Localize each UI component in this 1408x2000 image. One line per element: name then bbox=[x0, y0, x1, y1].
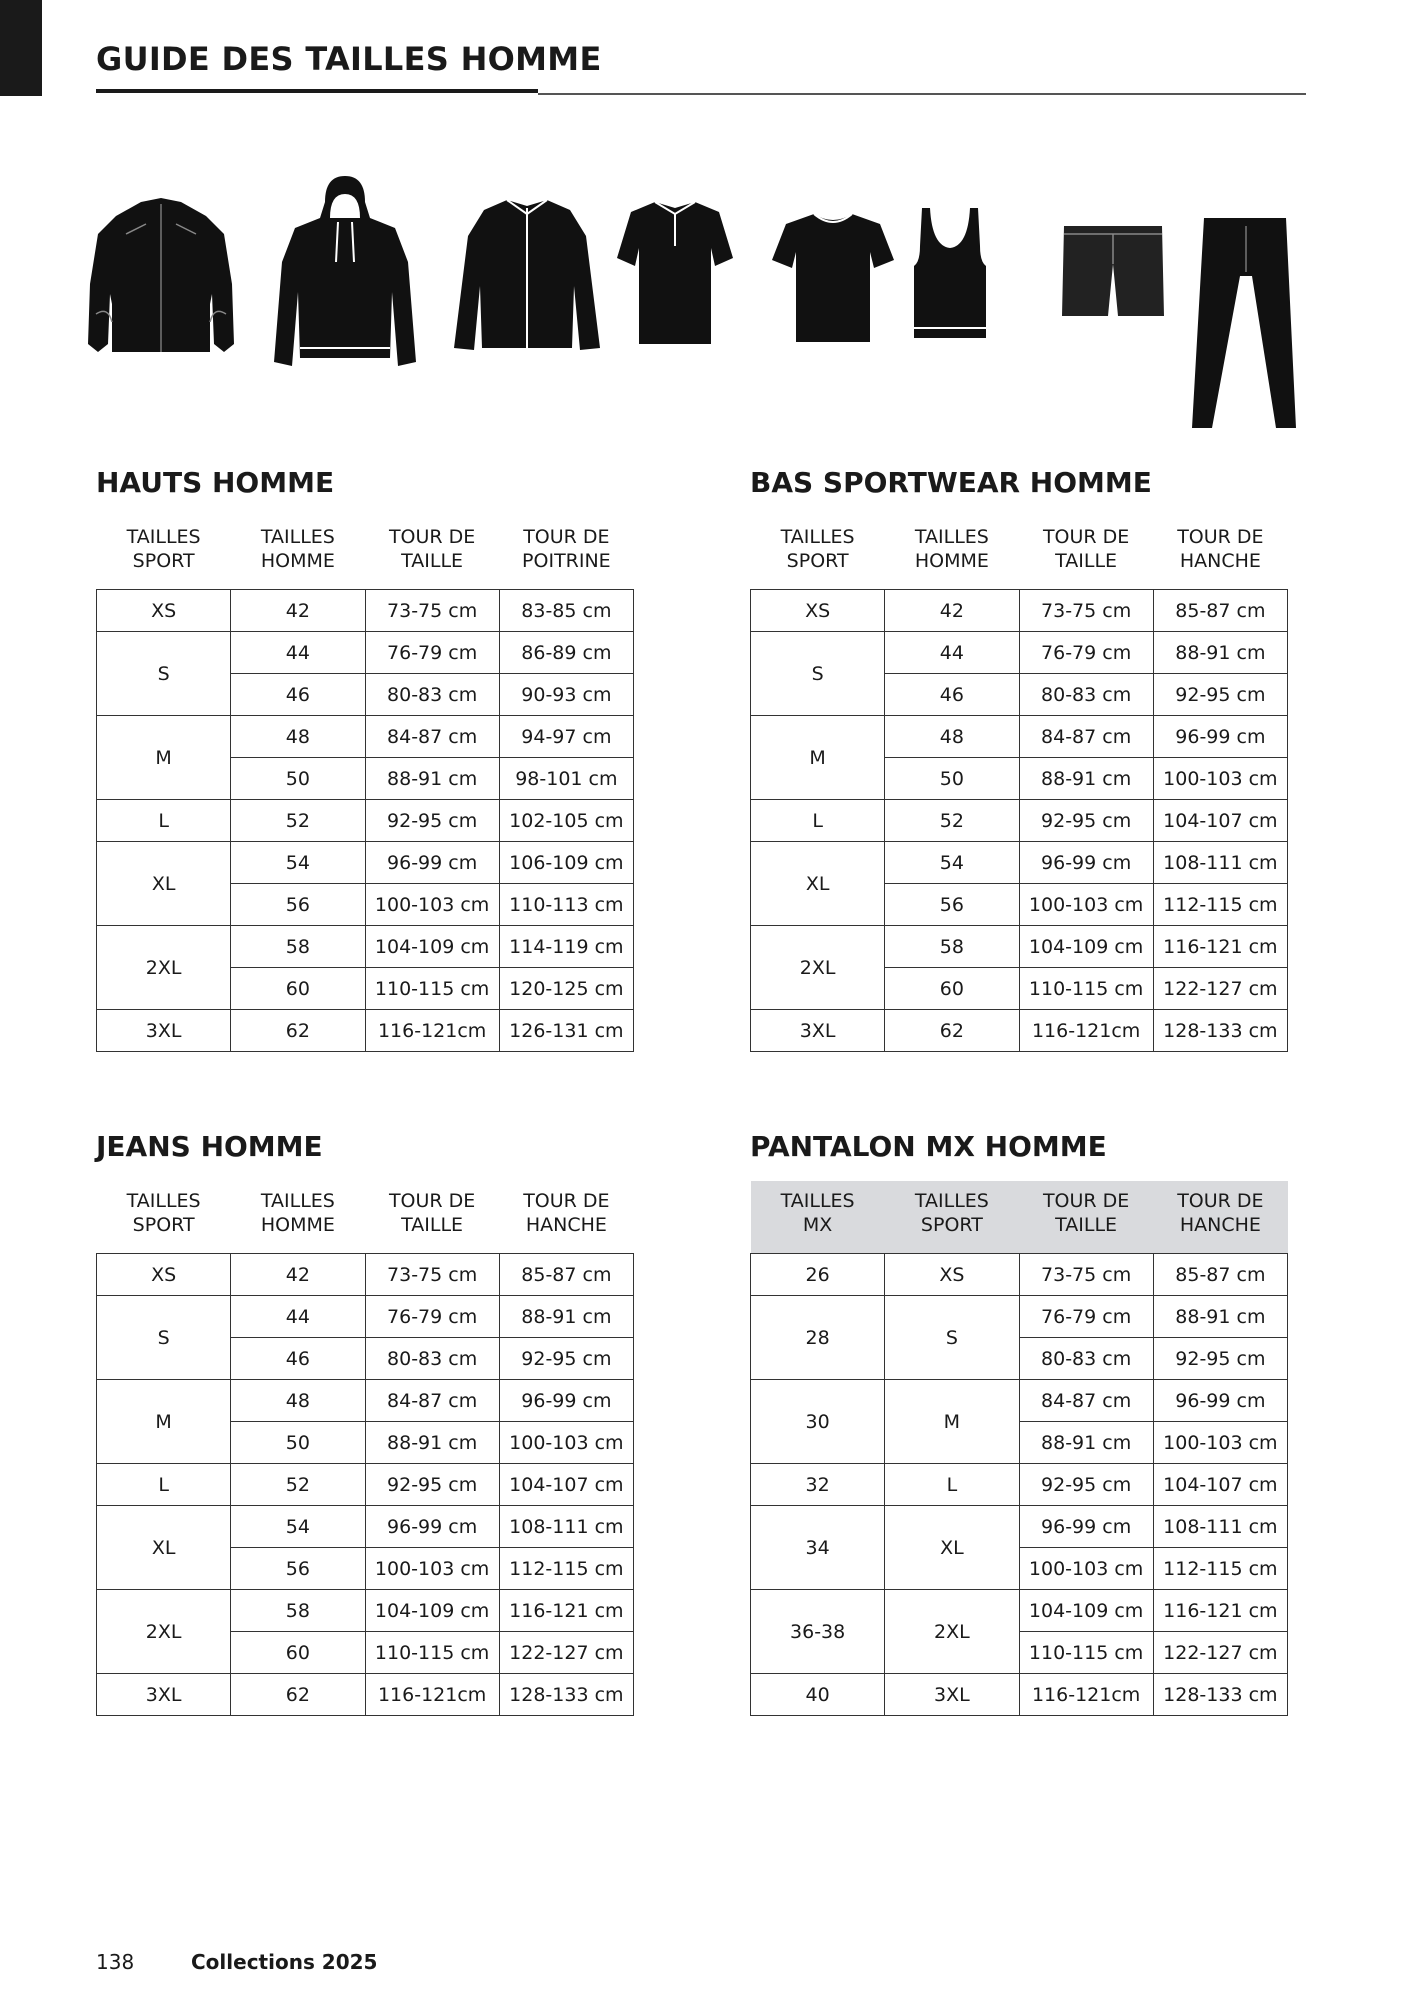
table-row bbox=[97, 842, 634, 884]
title-underline bbox=[96, 89, 538, 93]
value-cell: 52 bbox=[231, 1464, 365, 1506]
value-cell: 116-121 cm bbox=[499, 1590, 633, 1632]
mx-size-cell: 36-38 bbox=[751, 1590, 885, 1674]
column-header-line: SPORT bbox=[920, 1214, 983, 1236]
value-cell: 80-83 cm bbox=[1019, 1338, 1153, 1380]
table-row bbox=[751, 842, 1288, 884]
table-row bbox=[751, 800, 1288, 842]
value-cell: 100-103 cm bbox=[1153, 758, 1287, 800]
value-cell: 50 bbox=[885, 758, 1019, 800]
table-row bbox=[97, 926, 634, 968]
value-cell: 73-75 cm bbox=[1019, 590, 1153, 632]
value-cell: 54 bbox=[231, 1506, 365, 1548]
section-title: PANTALON MX HOMME bbox=[750, 1130, 1107, 1163]
value-cell: 102-105 cm bbox=[499, 800, 633, 842]
value-cell: 98-101 cm bbox=[499, 758, 633, 800]
value-cell: 104-107 cm bbox=[1153, 800, 1287, 842]
value-cell: 85-87 cm bbox=[1153, 590, 1287, 632]
value-cell: 90-93 cm bbox=[499, 674, 633, 716]
header-row bbox=[751, 1181, 1288, 1254]
value-cell: 128-133 cm bbox=[499, 1674, 633, 1716]
garment-illustrations bbox=[80, 170, 1330, 440]
column-header-line: SPORT bbox=[132, 1214, 195, 1236]
table-row bbox=[97, 1464, 634, 1506]
value-cell: 48 bbox=[231, 1380, 365, 1422]
value-cell: 112-115 cm bbox=[499, 1548, 633, 1590]
value-cell: 62 bbox=[885, 1010, 1019, 1052]
value-cell: 104-107 cm bbox=[1153, 1464, 1287, 1506]
value-cell: 80-83 cm bbox=[365, 674, 499, 716]
sport-size-cell: 3XL bbox=[97, 1674, 231, 1716]
value-cell: 96-99 cm bbox=[499, 1380, 633, 1422]
column-header-line: TAILLES bbox=[914, 1190, 989, 1212]
value-cell: 73-75 cm bbox=[365, 590, 499, 632]
size-table-jeans bbox=[96, 1181, 634, 1716]
column-header-line: HOMME bbox=[914, 550, 989, 572]
value-cell: 104-109 cm bbox=[1019, 1590, 1153, 1632]
table-row bbox=[751, 1010, 1288, 1052]
value-cell: 96-99 cm bbox=[1153, 716, 1287, 758]
polo-icon bbox=[615, 198, 735, 348]
column-header-line: TAILLES bbox=[260, 1190, 335, 1212]
shirt-icon bbox=[452, 196, 602, 352]
mx-size-cell: 26 bbox=[751, 1254, 885, 1296]
value-cell: 122-127 cm bbox=[1153, 1632, 1287, 1674]
column-header-line: HANCHE bbox=[1179, 550, 1261, 572]
value-cell: 108-111 cm bbox=[1153, 842, 1287, 884]
sport-size-cell: S bbox=[97, 1296, 231, 1380]
value-cell: 86-89 cm bbox=[499, 632, 633, 674]
value-cell: 50 bbox=[231, 758, 365, 800]
table-row bbox=[751, 1506, 1288, 1548]
value-cell: 52 bbox=[231, 800, 365, 842]
value-cell: 88-91 cm bbox=[1153, 1296, 1287, 1338]
sport-size-cell: 2XL bbox=[97, 926, 231, 1010]
sport-size-cell: M bbox=[885, 1380, 1019, 1464]
column-header-line: TOUR DE bbox=[523, 526, 610, 548]
header-row bbox=[751, 517, 1288, 590]
table-row bbox=[97, 1296, 634, 1338]
column-header bbox=[499, 517, 633, 590]
column-header bbox=[885, 517, 1019, 590]
page-title: GUIDE DES TAILLES HOMME bbox=[96, 40, 602, 78]
trousers-icon bbox=[1190, 216, 1300, 432]
value-cell: 112-115 cm bbox=[1153, 884, 1287, 926]
value-cell: 116-121 cm bbox=[1153, 1590, 1287, 1632]
value-cell: 46 bbox=[231, 1338, 365, 1380]
value-cell: 120-125 cm bbox=[499, 968, 633, 1010]
hoodie-icon bbox=[270, 172, 420, 372]
column-header-line: TAILLES bbox=[780, 526, 855, 548]
section-title: JEANS HOMME bbox=[96, 1130, 323, 1163]
value-cell: 104-109 cm bbox=[1019, 926, 1153, 968]
value-cell: 100-103 cm bbox=[1019, 884, 1153, 926]
value-cell: 73-75 cm bbox=[365, 1254, 499, 1296]
table-row bbox=[751, 1674, 1288, 1716]
value-cell: 88-91 cm bbox=[365, 1422, 499, 1464]
value-cell: 122-127 cm bbox=[499, 1632, 633, 1674]
column-header bbox=[1153, 1181, 1287, 1254]
value-cell: 88-91 cm bbox=[1019, 758, 1153, 800]
value-cell: 58 bbox=[231, 926, 365, 968]
sport-size-cell: XS bbox=[97, 1254, 231, 1296]
value-cell: 110-113 cm bbox=[499, 884, 633, 926]
sport-size-cell: S bbox=[885, 1296, 1019, 1380]
column-header-line: HOMME bbox=[260, 550, 335, 572]
column-header-line: TOUR DE bbox=[1042, 526, 1130, 548]
value-cell: 76-79 cm bbox=[1019, 1296, 1153, 1338]
section-bas-sportwear-homme bbox=[750, 463, 1290, 1052]
sport-size-cell: M bbox=[97, 716, 231, 800]
value-cell: 96-99 cm bbox=[1019, 1506, 1153, 1548]
value-cell: 122-127 cm bbox=[1153, 968, 1287, 1010]
page-number: 138 bbox=[96, 1950, 135, 1974]
value-cell: 56 bbox=[885, 884, 1019, 926]
value-cell: 54 bbox=[231, 842, 365, 884]
value-cell: 58 bbox=[231, 1590, 365, 1632]
value-cell: 44 bbox=[231, 632, 365, 674]
column-header-line: MX bbox=[802, 1214, 833, 1236]
sport-size-cell: XL bbox=[751, 842, 885, 926]
value-cell: 110-115 cm bbox=[1019, 1632, 1153, 1674]
value-cell: 116-121cm bbox=[1019, 1010, 1153, 1052]
value-cell: 60 bbox=[231, 968, 365, 1010]
section-hauts-homme bbox=[96, 463, 636, 1052]
value-cell: 100-103 cm bbox=[1019, 1548, 1153, 1590]
column-header bbox=[365, 517, 499, 590]
value-cell: 52 bbox=[885, 800, 1019, 842]
title-rule bbox=[538, 93, 1306, 95]
sport-size-cell: L bbox=[97, 800, 231, 842]
sport-size-cell: 3XL bbox=[97, 1010, 231, 1052]
sport-size-cell: 3XL bbox=[751, 1010, 885, 1052]
sport-size-cell: 3XL bbox=[885, 1674, 1019, 1716]
sport-size-cell: XS bbox=[885, 1254, 1019, 1296]
sport-size-cell: S bbox=[97, 632, 231, 716]
value-cell: 88-91 cm bbox=[1019, 1422, 1153, 1464]
value-cell: 80-83 cm bbox=[1019, 674, 1153, 716]
value-cell: 76-79 cm bbox=[365, 632, 499, 674]
value-cell: 84-87 cm bbox=[365, 716, 499, 758]
column-header-line: TOUR DE bbox=[1177, 526, 1264, 548]
table-row bbox=[751, 1296, 1288, 1338]
column-header-line: TAILLE bbox=[1055, 1214, 1118, 1236]
value-cell: 46 bbox=[231, 674, 365, 716]
size-table-hauts bbox=[96, 517, 634, 1052]
value-cell: 92-95 cm bbox=[1153, 1338, 1287, 1380]
column-header-line: TAILLE bbox=[401, 550, 464, 572]
tank-top-icon bbox=[910, 206, 990, 342]
value-cell: 48 bbox=[231, 716, 365, 758]
value-cell: 100-103 cm bbox=[499, 1422, 633, 1464]
value-cell: 92-95 cm bbox=[1019, 800, 1153, 842]
sport-size-cell: L bbox=[885, 1464, 1019, 1506]
value-cell: 104-107 cm bbox=[499, 1464, 633, 1506]
column-header-line: TAILLES bbox=[126, 526, 201, 548]
column-header-line: TAILLES bbox=[260, 526, 335, 548]
value-cell: 110-115 cm bbox=[1019, 968, 1153, 1010]
column-header-line: TAILLES bbox=[126, 1190, 201, 1212]
column-header bbox=[499, 1181, 633, 1254]
corner-tab bbox=[0, 0, 42, 96]
table-row bbox=[751, 1464, 1288, 1506]
size-table-mx bbox=[750, 1181, 1288, 1716]
column-header-line: HOMME bbox=[260, 1214, 335, 1236]
mx-size-cell: 40 bbox=[751, 1674, 885, 1716]
value-cell: 92-95 cm bbox=[1153, 674, 1287, 716]
value-cell: 42 bbox=[231, 590, 365, 632]
table-row bbox=[97, 1254, 634, 1296]
value-cell: 116-121cm bbox=[365, 1010, 499, 1052]
value-cell: 44 bbox=[231, 1296, 365, 1338]
value-cell: 100-103 cm bbox=[365, 884, 499, 926]
table-row bbox=[751, 632, 1288, 674]
table-row bbox=[97, 1590, 634, 1632]
value-cell: 104-109 cm bbox=[365, 926, 499, 968]
column-header-line: TOUR DE bbox=[388, 526, 476, 548]
section-title: HAUTS HOMME bbox=[96, 466, 335, 499]
column-header bbox=[885, 1181, 1019, 1254]
value-cell: 84-87 cm bbox=[365, 1380, 499, 1422]
value-cell: 100-103 cm bbox=[365, 1548, 499, 1590]
sport-size-cell: L bbox=[751, 800, 885, 842]
value-cell: 92-95 cm bbox=[1019, 1464, 1153, 1506]
column-header-line: TOUR DE bbox=[1042, 1190, 1130, 1212]
column-header-line: POITRINE bbox=[522, 550, 611, 572]
sport-size-cell: XL bbox=[885, 1506, 1019, 1590]
value-cell: 76-79 cm bbox=[1019, 632, 1153, 674]
sport-size-cell: XS bbox=[751, 590, 885, 632]
sport-size-cell: 2XL bbox=[885, 1590, 1019, 1674]
mx-size-cell: 32 bbox=[751, 1464, 885, 1506]
section-pantalon-mx-homme bbox=[750, 1127, 1290, 1716]
table-row bbox=[751, 926, 1288, 968]
value-cell: 112-115 cm bbox=[1153, 1548, 1287, 1590]
table-row bbox=[751, 716, 1288, 758]
value-cell: 48 bbox=[885, 716, 1019, 758]
value-cell: 62 bbox=[231, 1674, 365, 1716]
sport-size-cell: XS bbox=[97, 590, 231, 632]
collection-label: Collections 2025 bbox=[191, 1950, 378, 1974]
value-cell: 85-87 cm bbox=[499, 1254, 633, 1296]
mx-size-cell: 28 bbox=[751, 1296, 885, 1380]
column-header bbox=[365, 1181, 499, 1254]
column-header bbox=[97, 1181, 231, 1254]
column-header-line: TAILLE bbox=[1055, 550, 1118, 572]
column-header-line: SPORT bbox=[132, 550, 195, 572]
column-header-line: TOUR DE bbox=[1177, 1190, 1264, 1212]
value-cell: 84-87 cm bbox=[1019, 716, 1153, 758]
value-cell: 42 bbox=[885, 590, 1019, 632]
value-cell: 42 bbox=[231, 1254, 365, 1296]
table-row bbox=[97, 1674, 634, 1716]
value-cell: 96-99 cm bbox=[1019, 842, 1153, 884]
shorts-icon bbox=[1060, 224, 1166, 320]
value-cell: 54 bbox=[885, 842, 1019, 884]
column-header bbox=[231, 1181, 365, 1254]
value-cell: 116-121cm bbox=[1019, 1674, 1153, 1716]
value-cell: 128-133 cm bbox=[1153, 1010, 1287, 1052]
column-header bbox=[1153, 517, 1287, 590]
sport-size-cell: L bbox=[97, 1464, 231, 1506]
sport-size-cell: 2XL bbox=[751, 926, 885, 1010]
table-row bbox=[97, 1506, 634, 1548]
value-cell: 46 bbox=[885, 674, 1019, 716]
value-cell: 96-99 cm bbox=[1153, 1380, 1287, 1422]
value-cell: 116-121 cm bbox=[1153, 926, 1287, 968]
table-row bbox=[97, 632, 634, 674]
value-cell: 110-115 cm bbox=[365, 968, 499, 1010]
section-jeans-homme bbox=[96, 1127, 636, 1716]
tshirt-icon bbox=[770, 210, 896, 346]
table-row bbox=[751, 1254, 1288, 1296]
table-row bbox=[751, 1380, 1288, 1422]
column-header-line: HANCHE bbox=[525, 1214, 607, 1236]
value-cell: 62 bbox=[231, 1010, 365, 1052]
header-row bbox=[97, 1181, 634, 1254]
value-cell: 60 bbox=[885, 968, 1019, 1010]
value-cell: 116-121cm bbox=[365, 1674, 499, 1716]
value-cell: 85-87 cm bbox=[1153, 1254, 1287, 1296]
value-cell: 94-97 cm bbox=[499, 716, 633, 758]
mx-size-cell: 30 bbox=[751, 1380, 885, 1464]
section-title: BAS SPORTWEAR HOMME bbox=[750, 466, 1152, 499]
column-header bbox=[1019, 517, 1153, 590]
mx-size-cell: 34 bbox=[751, 1506, 885, 1590]
value-cell: 80-83 cm bbox=[365, 1338, 499, 1380]
column-header-line: TOUR DE bbox=[388, 1190, 476, 1212]
size-table-bas bbox=[750, 517, 1288, 1052]
sport-size-cell: 2XL bbox=[97, 1590, 231, 1674]
value-cell: 128-133 cm bbox=[1153, 1674, 1287, 1716]
value-cell: 110-115 cm bbox=[365, 1632, 499, 1674]
column-header-line: SPORT bbox=[786, 550, 849, 572]
table-row bbox=[97, 590, 634, 632]
value-cell: 96-99 cm bbox=[365, 1506, 499, 1548]
table-row bbox=[97, 800, 634, 842]
value-cell: 114-119 cm bbox=[499, 926, 633, 968]
column-header-line: TAILLES bbox=[914, 526, 989, 548]
value-cell: 56 bbox=[231, 1548, 365, 1590]
value-cell: 96-99 cm bbox=[365, 842, 499, 884]
column-header bbox=[751, 1181, 885, 1254]
value-cell: 83-85 cm bbox=[499, 590, 633, 632]
value-cell: 56 bbox=[231, 884, 365, 926]
value-cell: 73-75 cm bbox=[1019, 1254, 1153, 1296]
sport-size-cell: XL bbox=[97, 842, 231, 926]
sport-size-cell: M bbox=[751, 716, 885, 800]
table-row bbox=[97, 1380, 634, 1422]
table-row bbox=[751, 1590, 1288, 1632]
column-header-line: HANCHE bbox=[1179, 1214, 1261, 1236]
column-header bbox=[1019, 1181, 1153, 1254]
value-cell: 126-131 cm bbox=[499, 1010, 633, 1052]
header-row bbox=[97, 517, 634, 590]
value-cell: 92-95 cm bbox=[499, 1338, 633, 1380]
value-cell: 100-103 cm bbox=[1153, 1422, 1287, 1464]
value-cell: 60 bbox=[231, 1632, 365, 1674]
table-row bbox=[97, 716, 634, 758]
value-cell: 88-91 cm bbox=[499, 1296, 633, 1338]
column-header bbox=[97, 517, 231, 590]
value-cell: 108-111 cm bbox=[499, 1506, 633, 1548]
value-cell: 50 bbox=[231, 1422, 365, 1464]
column-header bbox=[231, 517, 365, 590]
column-header bbox=[751, 517, 885, 590]
value-cell: 58 bbox=[885, 926, 1019, 968]
value-cell: 108-111 cm bbox=[1153, 1506, 1287, 1548]
value-cell: 92-95 cm bbox=[365, 1464, 499, 1506]
value-cell: 84-87 cm bbox=[1019, 1380, 1153, 1422]
column-header-line: TAILLES bbox=[780, 1190, 855, 1212]
value-cell: 76-79 cm bbox=[365, 1296, 499, 1338]
column-header-line: TAILLE bbox=[401, 1214, 464, 1236]
jacket-icon bbox=[86, 194, 236, 364]
value-cell: 88-91 cm bbox=[365, 758, 499, 800]
column-header-line: TOUR DE bbox=[523, 1190, 610, 1212]
value-cell: 92-95 cm bbox=[365, 800, 499, 842]
value-cell: 104-109 cm bbox=[365, 1590, 499, 1632]
table-row bbox=[97, 1010, 634, 1052]
table-row bbox=[751, 590, 1288, 632]
value-cell: 88-91 cm bbox=[1153, 632, 1287, 674]
value-cell: 44 bbox=[885, 632, 1019, 674]
value-cell: 106-109 cm bbox=[499, 842, 633, 884]
sport-size-cell: S bbox=[751, 632, 885, 716]
sport-size-cell: XL bbox=[97, 1506, 231, 1590]
sport-size-cell: M bbox=[97, 1380, 231, 1464]
